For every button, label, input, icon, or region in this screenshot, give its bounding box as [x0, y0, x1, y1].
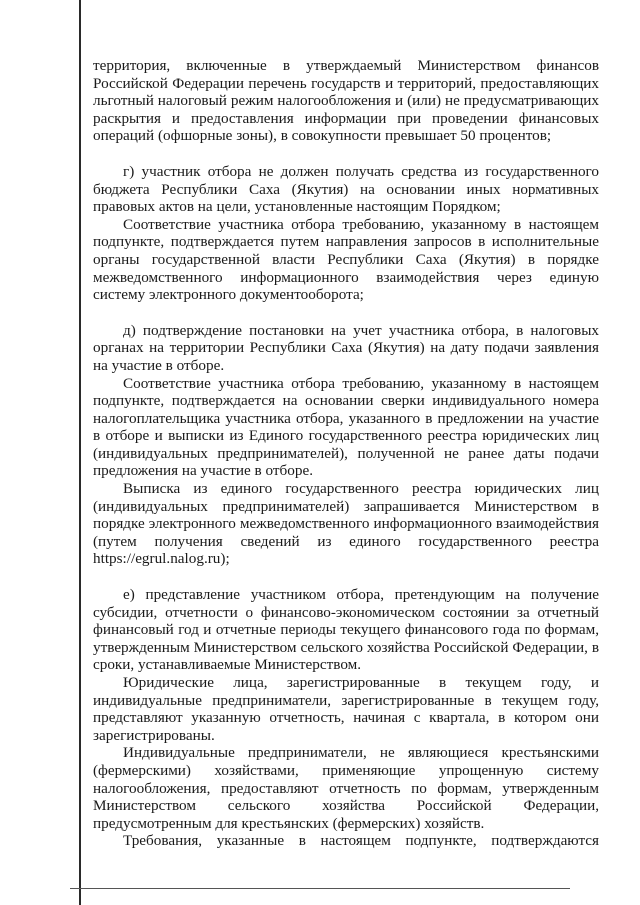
paragraph-item-d: д) подтверждение постановки на учет участника отбора, в налоговых органах на территории Республики Саха (Якутия) на дату подачи заявления на участие в отборе. [93, 321, 599, 374]
document-page [93, 57, 599, 850]
paragraph-individual-entrepreneurs: Индивидуальные предприниматели, не являющиеся крестьянскими (фермерскими) хозяйствами, применяющие упрощенную систему налогообложения, предоставляют отчетность по формам, утвержденным Министерством сельского хозяйства Российской Федерации, предусмотренным для крестьянских (фермерских) хозяйств. [93, 744, 599, 832]
paragraph-egrul-extract: Выписка из единого государственного реестра юридических лиц (индивидуальных предпринимателей) запрашивается Министерством в порядке электронного межведомственного информационного взаимодействия (путем получения сведений из единого государственного реестра https://egrul.nalog.ru); [93, 480, 599, 568]
page-bottom-rule [70, 888, 570, 889]
paragraph-item-d-confirmation: Соответствие участника отбора требованию, указанному в настоящем подпункте, подтверждается на основании сверки индивидуального номера налогоплательщика участника отбора, указанного в предложении на участие в отборе и выписки из Единого государственного реестра юридических лиц (индивидуальных предпринимателей), полученной не ранее даты подачи предложения на участие в отборе. [93, 374, 599, 480]
paragraph-new-registrants: Юридические лица, зарегистрированные в текущем году, и индивидуальные предприниматели, зарегистрированные в текущем году, представляют указанную отчетность, начиная с квартала, в котором они зарегистрированы. [93, 674, 599, 744]
binding-margin-line [79, 0, 81, 905]
paragraph-item-g-confirmation: Соответствие участника отбора требованию, указанному в настоящем подпункте, подтверждается путем направления запросов в исполнительные органы государственной власти Республики Саха (Якутия) в порядке межведомственного информационного взаимодействия через единую систему электронного документооборота; [93, 215, 599, 304]
paragraph-item-g: г) участник отбора не должен получать средства из государственного бюджета Республики Саха (Якутия) на основании иных нормативных правовых актов на цели, установленные настоящим Порядком; [93, 162, 599, 216]
paragraph-requirements-continued: Требования, указанные в настоящем подпункте, подтверждаются [123, 832, 599, 850]
paragraph-offshore: территория, включенные в утверждаемый Министерством финансов Российской Федерации перечень государств и территорий, предоставляющих льготный налоговый режим налогообложения и (или) не предусматривающих раскрытия и предоставления информации при проведении финансовых операций (офшорные зоны), в совокупности превышает 50 процентов; [93, 57, 599, 145]
paragraph-item-e: е) представление участником отбора, претендующим на получение субсидии, отчетности о финансово-экономическом состоянии за отчетный финансовый год и отчетные периоды текущего финансового года по формам, утвержденным Министерством сельского хозяйства Российской Федерации, в сроки, устанавливаемые Министерством. [93, 586, 599, 674]
